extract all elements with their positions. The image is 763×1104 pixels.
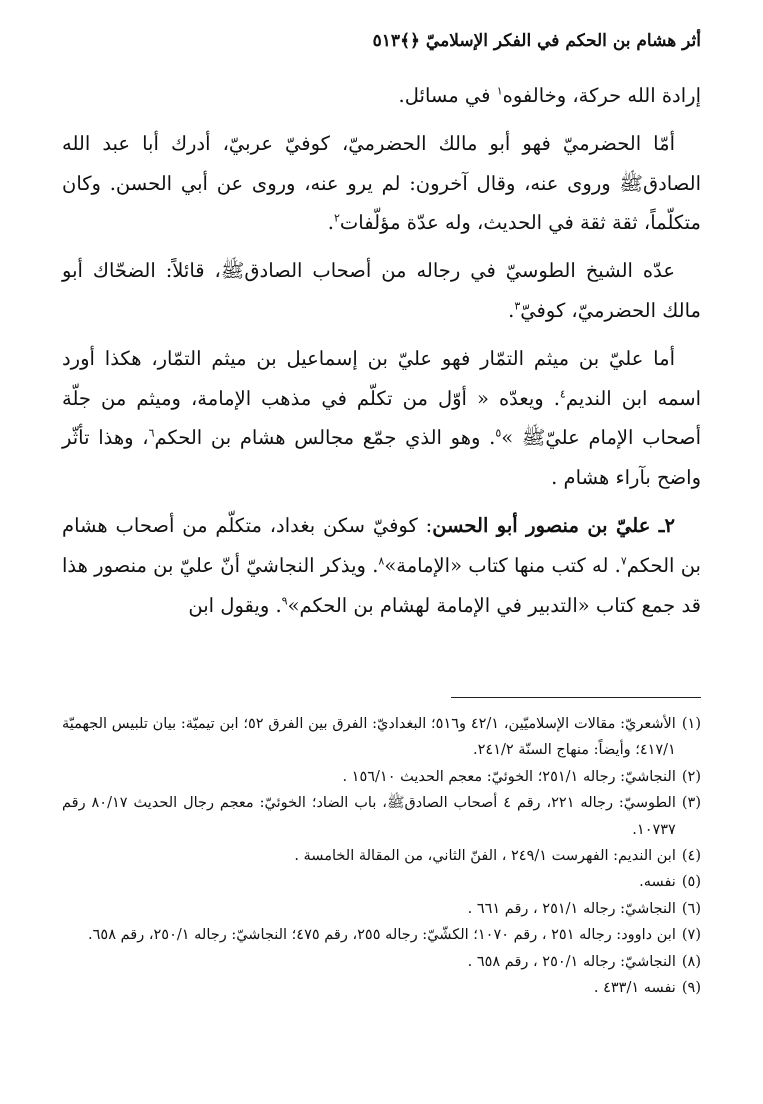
footnote-number: (٥)	[681, 874, 701, 891]
footnote-ref-9[interactable]: ٩	[281, 594, 288, 608]
footnote-number: (٨)	[681, 953, 701, 970]
paragraph-text: : كوفيّ سكن بغداد، متكلّم من أصحاب هشام بن الحكم	[62, 513, 701, 577]
footnote-item	[62, 975, 701, 1001]
footnote-ref-2[interactable]: ٢	[333, 211, 340, 225]
footnote-number: (٧)	[681, 927, 701, 944]
footnote-item	[62, 843, 701, 869]
paragraph-text: . ويقول ابن	[188, 593, 282, 617]
footnote-item	[62, 711, 701, 764]
paragraph-2	[62, 124, 701, 243]
footnote-ref-3[interactable]: ٣	[514, 299, 521, 313]
footnote-ref-6[interactable]: ٦	[148, 426, 155, 440]
footnote-text: ابن داوود: رجاله ٢٥١ ، رقم ١٠٧٠؛ الكشّيّ: رجاله ٢٥٥، رقم ٤٧٥؛ النجاشيّ: رجاله ٢٥٠/١، رقم ٦٥٨.	[88, 927, 676, 944]
footnote-ref-1[interactable]: ١	[496, 84, 503, 98]
footnote-item	[62, 922, 701, 948]
footnotes	[62, 711, 701, 1001]
footnote-number: (٦)	[681, 900, 701, 917]
footnote-ref-8[interactable]: ٨	[378, 554, 385, 568]
footnote-ref-4[interactable]: ٤	[559, 387, 566, 401]
footnote-number: (٣)	[681, 795, 701, 812]
paragraph-text: .	[508, 298, 515, 322]
paragraph-3	[62, 251, 701, 331]
paragraph-text: . له كتب منها كتاب «الإمامة»	[384, 553, 621, 577]
footnote-item	[62, 764, 701, 790]
footnote-text: نفسه ٤٣٣/١ .	[593, 980, 676, 997]
footnote-text: النجاشيّ: رجاله ٢٥١/١ ، رقم ٦٦١ .	[467, 900, 676, 917]
running-header: أثر هشام بن الحكم في الفكر الإسلاميّ ﴿﴾٥١٣	[372, 31, 701, 51]
main-text	[62, 76, 701, 633]
footnote-text: النجاشيّ: رجاله ٢٥٠/١ ، رقم ٦٥٨ .	[467, 953, 676, 970]
paragraph-text: . ويعدّه « أوّل من تكلّم في مذهب الإمامة، وميثم من جلّة أصحاب الإمام عليّﷺ »	[62, 386, 701, 450]
paragraph-text: ، وهذا تأثّر واضح بآراء هشام .	[62, 426, 701, 490]
paragraph-text: أما عليّ بن ميثم التمّار فهو عليّ بن إسماعيل بن ميثم التمّار، هكذا أورد اسمه ابن النديم	[62, 346, 701, 410]
footnote-text: النجاشيّ: رجاله ٢٥١/١؛ الخوئيّ: معجم الحديث ١٥٦/١٠ .	[342, 768, 676, 785]
paragraph-4	[62, 339, 701, 498]
section-heading: ٢ـ عليّ بن منصور أبو الحسن	[432, 513, 675, 537]
footnote-text: ابن النديم: الفهرست ٢٤٩/١ ، الفنّ الثاني، من المقالة الخامسة .	[294, 848, 676, 865]
footnote-number: (٩)	[681, 980, 701, 997]
footnote-text: الأشعريّ: مقالات الإسلاميّين، ٤٢/١ و٥١٦؛ البغداديّ: الفرق بين الفرق ٥٢؛ ابن تيميّة: بيان تلبيس الجهميّة ٤١٧/١؛ وأيضاً: منهاج السنّة ٢٤١/٢.	[62, 716, 676, 759]
paragraph-text: عدّه الشيخ الطوسيّ في رجاله من أصحاب الصادقﷺ، قائلاً: الضحّاك أبو مالك الحضرميّ، كوفيّ	[62, 259, 701, 322]
footnote-text: نفسه.	[639, 874, 676, 891]
paragraph-text: إرادة الله حركة، وخالفوه	[502, 84, 701, 107]
footnote-ref-7[interactable]: ٧	[620, 554, 627, 568]
footnote-item	[62, 790, 701, 843]
paragraph-text: . وهو الذي جمّع مجالس هشام بن الحكم	[154, 426, 496, 450]
paragraph-text: .	[327, 211, 334, 235]
footnote-item	[62, 869, 701, 895]
footnote-number: (١)	[681, 716, 701, 732]
paragraph-text: . ويذكر النجاشيّ أنّ عليّ بن منصور هذا قد جمع كتاب «التدبير في الإمامة لهشام بن الحكم»	[62, 553, 701, 617]
footnote-number: (٤)	[681, 848, 701, 865]
footnote-item	[62, 896, 701, 922]
footnote-separator	[451, 697, 701, 698]
footnote-item	[62, 949, 701, 975]
paragraph-text: أمّا الحضرميّ فهو أبو مالك الحضرميّ، كوفيّ عربيّ، أدرك أبا عبد الله الصادقﷺ وروى عنه، وقال آخرون: لم يرو عنه، وروى عن أبي الحسن. وكان متكلّماً، ثقة ثقة في الحديث، وله عدّة مؤلّفات	[62, 131, 701, 235]
paragraph-1	[62, 76, 701, 116]
footnote-ref-5[interactable]: ٥	[495, 426, 502, 440]
footnote-number: (٢)	[681, 768, 701, 785]
footnote-text: الطوسيّ: رجاله ٢٢١، رقم ٤ أصحاب الصادقﷺ، باب الضاد؛ الخوئيّ: معجم رجال الحديث ٨٠/١٧ رقم ١٠٧٣٧.	[62, 795, 676, 838]
paragraph-5	[62, 506, 701, 625]
paragraph-text: في مسائل.	[398, 84, 497, 107]
